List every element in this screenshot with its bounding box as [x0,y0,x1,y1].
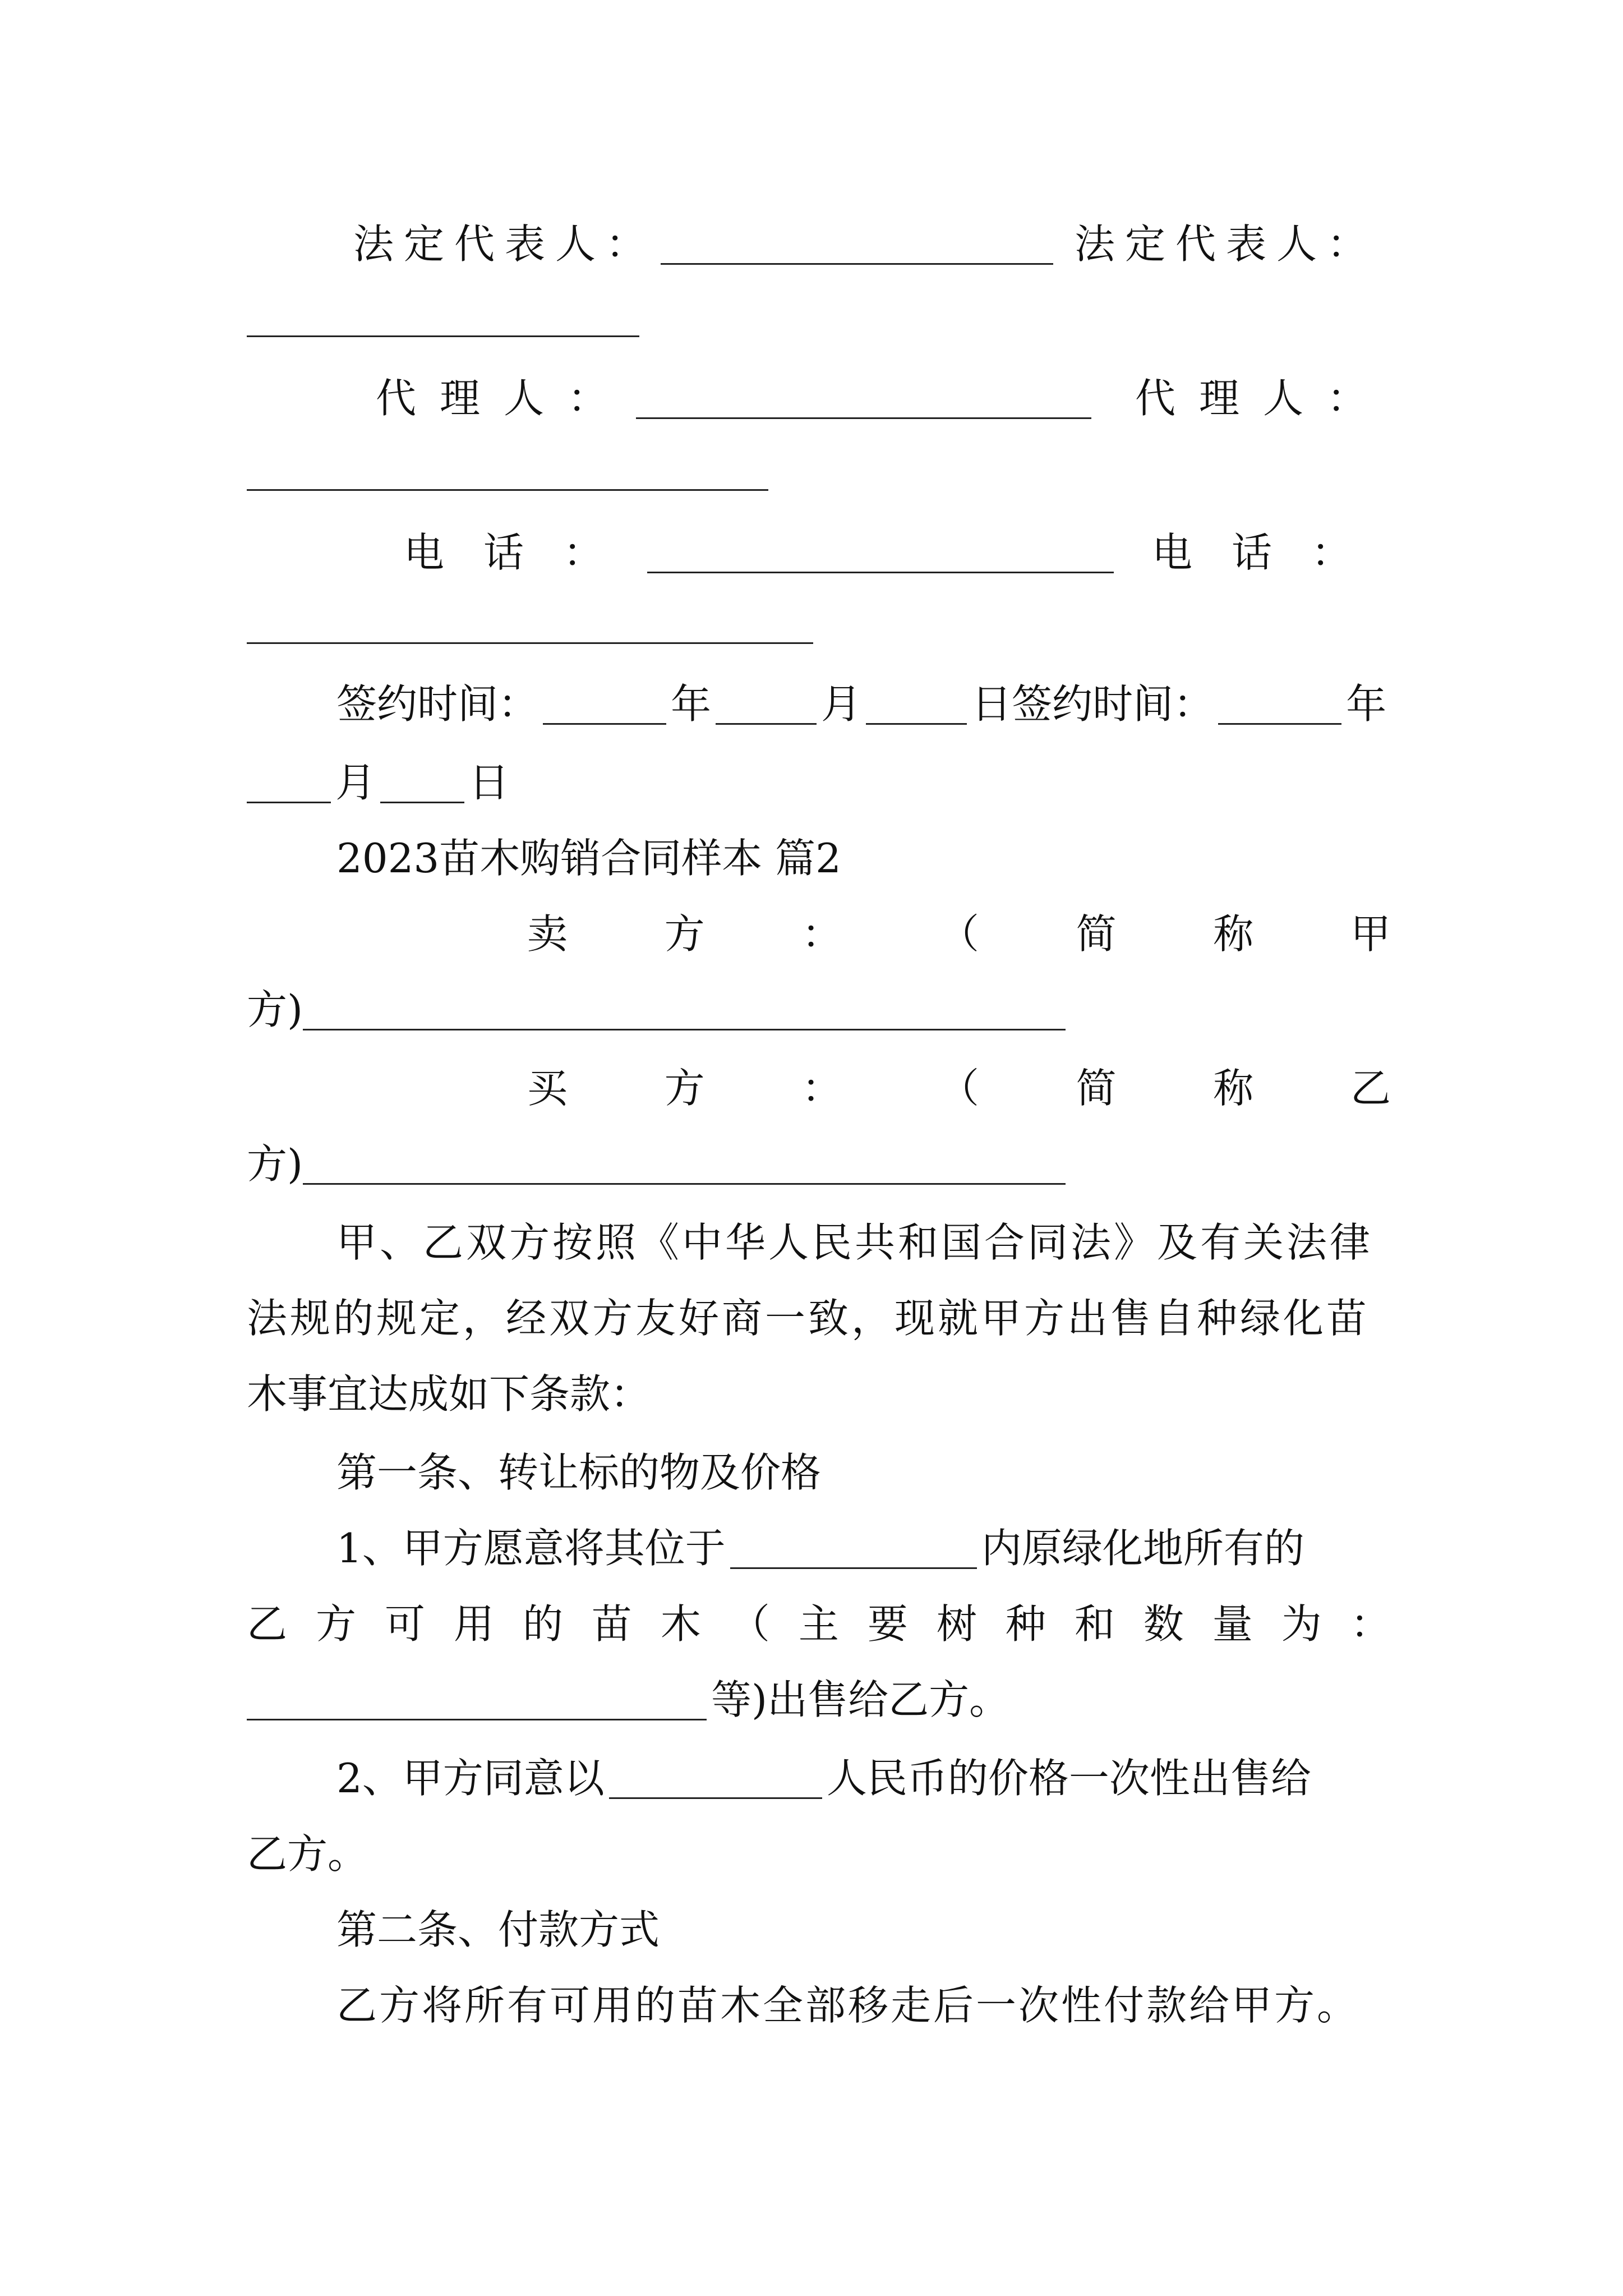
legal-rep-a-blank [661,224,1053,265]
agent-b-label: 代理人： [1135,375,1391,422]
item1-text-b: 内原绿化地所有的 [981,1525,1304,1572]
seller-line-cont [247,973,1391,1046]
item1-char: 苗 [591,1600,632,1648]
year-blank-b [1218,684,1341,725]
phone-b-blank [247,642,813,644]
item1-line-3 [247,1663,1391,1736]
buyer-char: 简 [1076,1065,1117,1112]
seller-char: 甲 [1350,910,1391,958]
legal-rep-a-label: 法定代表人： [353,220,657,268]
sign-time-line [336,668,1391,740]
phone-a-label: 电话： [404,529,643,576]
month-blank-b [247,762,331,803]
item2-line-2: 乙方。 [247,1830,368,1878]
agent-a-blank [636,378,1091,419]
seller-char: 简 [1076,910,1117,958]
item2-price-blank [609,1758,822,1799]
item1-char: 量 [1212,1600,1253,1648]
item1-char: 主 [798,1600,839,1648]
buyer-char: 乙 [1350,1065,1391,1112]
legal-rep-line [353,208,1391,280]
article2-title: 第二条、付款方式 [336,1906,660,1953]
buyer-char: 方 [664,1065,705,1112]
item1-char: 的 [522,1600,563,1648]
buyer-char: （ [938,1065,979,1112]
month-label: 月 [821,680,862,728]
item1-char: 树 [936,1600,977,1648]
seller-char: 卖 [527,910,568,958]
item1-line-1 [336,1512,1391,1585]
legal-rep-b-label: 法定代表人： [1075,220,1378,268]
buyer-tail: 方) [247,1140,303,1188]
intro-line-3: 木事宜达成如下条款： [247,1370,651,1418]
article1-title: 第一条、转让标的物及价格 [336,1449,822,1496]
item1-text-a: 1、甲方愿意将其位于 [336,1525,726,1572]
item1-char: （ [729,1600,770,1648]
buyer-char: ： [801,1065,842,1112]
phone-a-blank [647,532,1114,573]
item1-char: 用 [453,1600,494,1648]
sign-time-b-label: 签约时间： [1012,680,1214,728]
item2-line-1 [336,1742,1391,1815]
day-label: 日 [971,680,1012,728]
article2-text: 乙方将所有可用的苗木全部移走后一次性付款给甲方。 [336,1982,1360,2029]
sign-time-a-label: 签约时间： [336,680,539,728]
item1-char: 木 [660,1600,701,1648]
item1-char: 乙 [247,1600,288,1648]
seller-tail: 方) [247,986,303,1033]
day-blank [866,684,967,725]
month-label-b: 月 [335,759,376,806]
buyer-name-blank [303,1144,1066,1185]
item1-char: 方 [315,1600,356,1648]
seller-char: ： [801,910,842,958]
item1-char: 和 [1074,1600,1115,1648]
buyer-line [527,1052,1391,1125]
item1-species-blank [247,1680,707,1720]
day-blank-b [380,762,464,803]
seller-name-blank [303,990,1066,1030]
contract-title: 2023苗木购销合同样本 篇2 [336,835,841,882]
seller-char: 称 [1213,910,1254,958]
item1-location-blank [730,1528,977,1569]
item1-char: ： [1350,1600,1391,1648]
item1-char: 可 [384,1600,425,1648]
legal-rep-b-blank [247,335,639,337]
item1-line-2 [247,1588,1391,1660]
item1-char: 要 [867,1600,908,1648]
phone-b-label: 电话： [1151,529,1391,576]
seller-char: 方 [664,910,705,958]
buyer-char: 称 [1213,1065,1254,1112]
phone-line [404,516,1391,589]
buyer-line-cont [247,1128,1391,1200]
month-blank [716,684,817,725]
day-label-b: 日 [469,759,510,806]
intro-line-1: 甲、乙双方按照《中华人民共和国合同法》及有关法律 [336,1219,1373,1266]
year-blank [543,684,666,725]
year-label: 年 [671,680,712,728]
item1-char: 为 [1281,1600,1322,1648]
item1-char: 数 [1143,1600,1184,1648]
item1-char: 种 [1005,1600,1046,1648]
seller-line [527,898,1391,970]
year-label-b: 年 [1346,680,1387,728]
item2-text-a: 2、甲方同意以 [336,1755,605,1802]
item1-text-c: 等)出售给乙方。 [711,1676,1010,1723]
agent-a-label: 代理人： [376,375,632,422]
agent-line [376,362,1391,435]
item2-text-b: 人民币的价格一次性出售给 [826,1755,1311,1802]
seller-char: （ [938,910,979,958]
buyer-char: 买 [527,1065,568,1112]
sign-time-line-cont [247,746,1391,819]
agent-b-blank [247,489,768,491]
intro-line-2: 法规的规定，经双方友好商一致，现就甲方出售自种绿化苗 [247,1295,1370,1342]
